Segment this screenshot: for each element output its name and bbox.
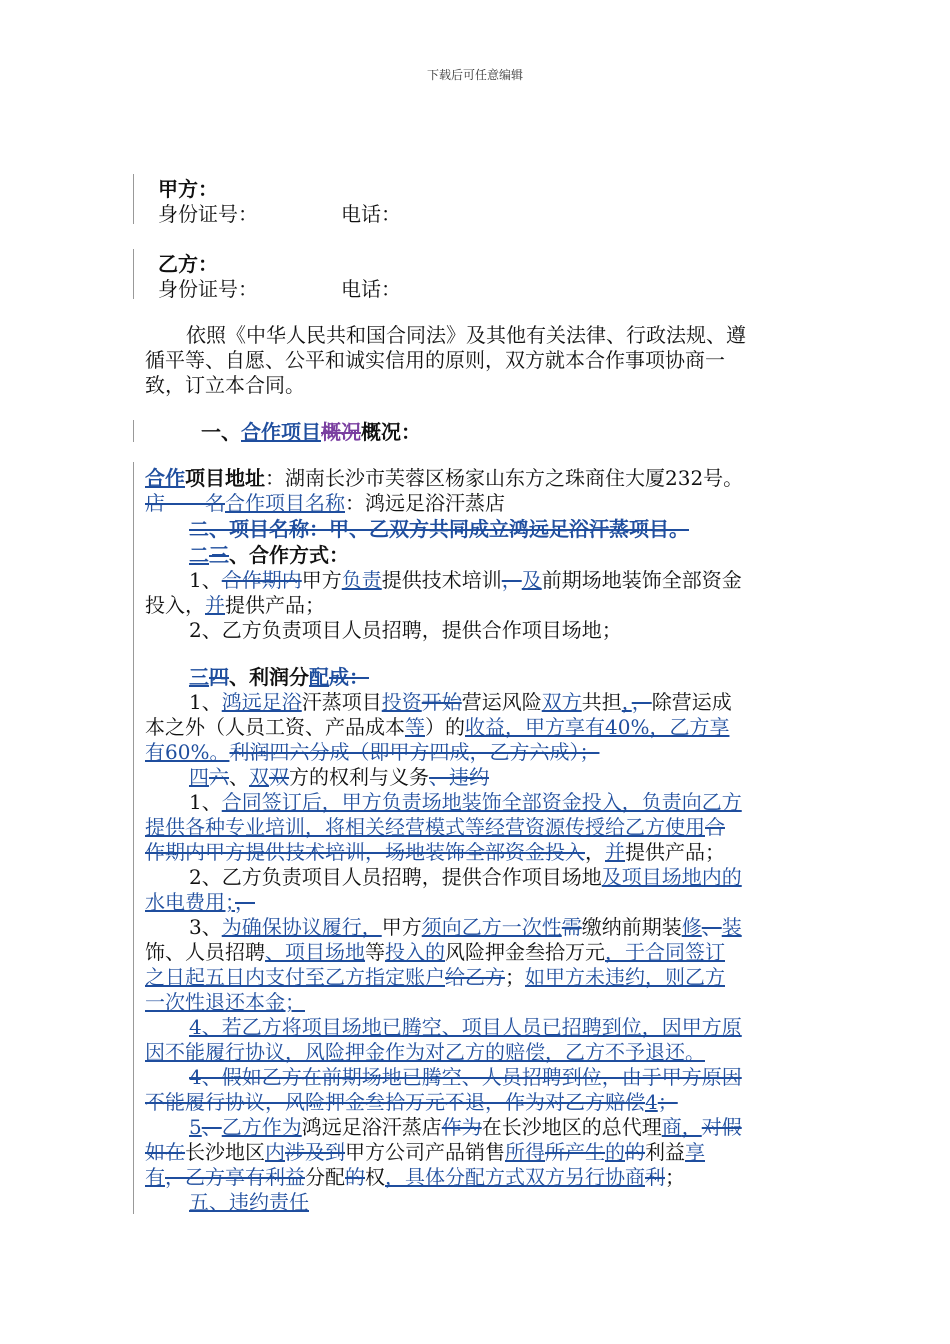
deleted-project-name-line: 二、项目名称：甲、乙双方共同成立鸿远足浴汗蒸项目。: [189, 517, 689, 541]
section-4-item-5: 5、乙方作为鸿远足浴汗蒸店作为在长沙地区的总代理商，对假: [189, 1115, 742, 1139]
deleted-item-4-cont: 不能履行协议，风险押金叁拾万元不退，作为对乙方赔偿4；: [145, 1090, 678, 1114]
section-4-item-3: 3、为确保协议履行，甲方须向乙方一次性需缴纳前期装修、装: [189, 915, 742, 939]
header-note: 下载后可任意编辑: [426, 68, 523, 82]
section-4-item-1: 1、合同签订后，甲方负责场地装饰全部资金投入，负责向乙方: [189, 790, 742, 814]
section-4-item-1-cont: 作期内甲方提供技术培训，场地装饰全部资金投入，并提供产品；: [145, 840, 725, 864]
section-4-item-5-cont: 如在长沙地区内涉及到甲方公司产品销售所得所产生的的利益享: [145, 1140, 705, 1164]
section-4-heading: 四六、双双方的权利与义务、违约: [189, 765, 489, 789]
section-5-heading: 五、违约责任: [189, 1190, 309, 1214]
intro-line: 依照《中华人民共和国合同法》及其他有关法律、行政法规、遵: [186, 323, 746, 347]
section-2-item-1: 1、合作期内甲方负责提供技术培训，及前期场地装饰全部资金: [189, 568, 742, 592]
section-4-item-1-cont: 提供各种专业培训，将相关经营模式等经营资源传授给乙方使用合: [145, 815, 725, 839]
section-1-heading: 一、合作项目概况概况：: [201, 420, 421, 444]
section-4-item-2-cont: 水电费用；，: [145, 890, 255, 914]
project-name: 店 名合作项目名称：鸿远足浴汗蒸店: [145, 491, 505, 515]
section-4-item-3-cont: 之日起五日内支付至乙方指定账户给乙方；如甲方未违约，则乙方: [145, 965, 725, 989]
party-a-id-label: 身份证号：: [158, 202, 258, 226]
section-4-item-5-cont: 有，乙方享有利益分配的权，具体分配方式双方另行协商利；: [145, 1165, 685, 1189]
party-b-id-label: 身份证号：: [158, 277, 258, 301]
change-bar: [133, 420, 134, 442]
party-b-label: 乙方：: [158, 252, 218, 276]
party-a-phone-label: 电话：: [341, 202, 401, 226]
section-3-item-1-cont: 本之外（人员工资、产品成本等）的收益，甲方享有40%，乙方享: [145, 715, 730, 739]
change-bar: [133, 174, 134, 224]
section-2-item-2: 2、乙方负责项目人员招聘，提供合作项目场地；: [189, 618, 622, 642]
change-bar: [133, 462, 134, 1214]
section-4-item-4-cont: 因不能履行协议，风险押金作为对乙方的赔偿，乙方不予退还。: [145, 1040, 705, 1064]
section-4-item-3-cont: 一次性退还本金；: [145, 990, 305, 1014]
party-a-label: 甲方：: [158, 177, 218, 201]
deleted-item-4: 4、假如乙方在前期场地已腾空、人员招聘到位，由于甲方原因: [189, 1065, 742, 1089]
section-2-item-1-cont: 投入，并提供产品；: [145, 593, 325, 617]
intro-line: 致，订立本合同。: [145, 373, 305, 397]
section-3-item-1-cont: 有60%。利润四六分成（即甲方四成，乙方六成）；: [145, 740, 600, 764]
change-bar: [133, 249, 134, 299]
section-4-item-4: 4、若乙方将项目场地已腾空、项目人员已招聘到位，因甲方原: [189, 1015, 742, 1039]
section-4-item-3-cont: 饰、人员招聘、项目场地等投入的风险押金叁拾万元，于合同签订: [145, 940, 725, 964]
section-3-heading: 三四、利润分配成：: [189, 665, 369, 689]
party-b-phone-label: 电话：: [341, 277, 401, 301]
section-2-heading: 二三、合作方式：: [189, 543, 349, 567]
section-3-item-1: 1、鸿远足浴汗蒸项目投资开始营运风险双方共担，，除营运成: [189, 690, 732, 714]
intro-line: 循平等、自愿、公平和诚实信用的原则，双方就本合作事项协商一: [145, 348, 725, 372]
project-address: 合作项目地址：湖南长沙市芙蓉区杨家山东方之珠商住大厦232号。: [145, 466, 744, 490]
section-4-item-2: 2、乙方负责项目人员招聘，提供合作项目场地及项目场地内的: [189, 865, 742, 889]
